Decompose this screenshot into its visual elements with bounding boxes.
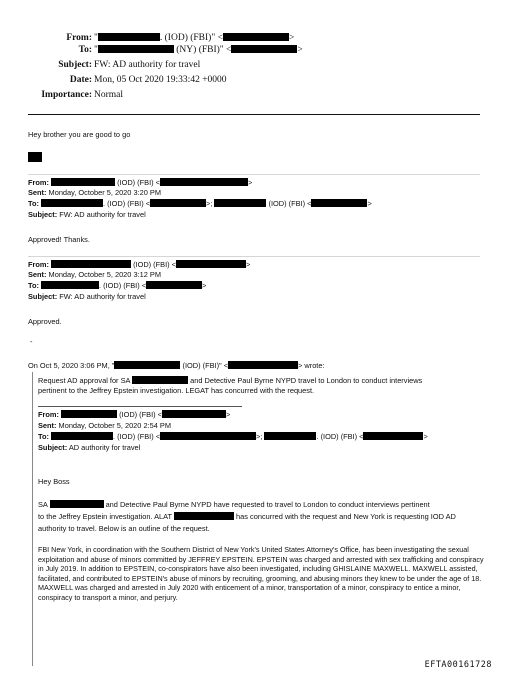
header-divider	[28, 114, 480, 115]
redaction	[228, 361, 298, 369]
msg3-from: From: (IOD) (FBI) < >	[38, 410, 231, 419]
redaction	[223, 33, 289, 41]
msg3-to: To: . (IOD) (FBI) < >; . (IOD) (FBI) < >	[38, 432, 428, 441]
redaction	[98, 45, 174, 53]
separator	[28, 174, 480, 175]
redaction	[231, 45, 297, 53]
importance-value: Normal	[94, 90, 124, 100]
to-value: " (NY) (FBI)" < >	[94, 45, 303, 55]
redaction	[214, 199, 266, 207]
redaction	[160, 178, 248, 186]
request-line1: Request AD approval for SA and Detective Paul Byrne NYPD travel to London to conduct interviews	[38, 376, 423, 385]
separator	[28, 256, 480, 257]
msg2-from: From: (IOD) (FBI) < >	[28, 260, 251, 269]
msg2-to: To: . (IOD) (FBI) < >	[28, 281, 207, 290]
msg3-p1-line3: authority to travel. Below is an outline of the request.	[38, 524, 210, 533]
msg1-from: From: (IOD) (FBI) < >	[28, 178, 253, 187]
to-label: To:	[78, 45, 92, 55]
greeting-text: Hey brother you are good to go	[28, 130, 131, 139]
bates-number: EFTA00161728	[424, 660, 492, 670]
msg3-sent: Sent: Monday, October 5, 2020 2:54 PM	[38, 421, 171, 430]
request-line2: pertinent to the Jeffrey Epstein investigation. LEGAT has concurred with the request.	[38, 386, 315, 395]
dash-text: -	[30, 337, 33, 346]
redaction	[264, 432, 316, 440]
redaction	[132, 376, 188, 384]
redaction	[311, 199, 367, 207]
date-label: Date:	[69, 75, 92, 85]
from-value: " . (IOD) (FBI)" < >	[94, 33, 295, 43]
redaction	[98, 33, 160, 41]
msg1-to: To: . (IOD) (FBI) < >; (IOD) (FBI) < >	[28, 199, 372, 208]
redaction	[160, 432, 256, 440]
separator	[38, 406, 242, 407]
msg3-subject: Subject: AD authority for travel	[38, 443, 141, 452]
redaction	[162, 410, 226, 418]
redaction	[41, 199, 103, 207]
msg2-sent: Sent: Monday, October 5, 2020 3:12 PM	[28, 270, 161, 279]
redaction	[41, 281, 99, 289]
redaction	[363, 432, 423, 440]
redaction	[51, 178, 115, 186]
redaction	[51, 432, 113, 440]
redaction	[51, 260, 131, 268]
redaction	[50, 500, 104, 508]
subject-label: Subject:	[58, 60, 92, 70]
importance-label: Importance:	[41, 90, 92, 100]
msg1-sent: Sent: Monday, October 5, 2020 3:20 PM	[28, 188, 161, 197]
msg1-body: Approved! Thanks.	[28, 235, 90, 244]
redaction	[176, 260, 246, 268]
msg3-p1-line1: SA and Detective Paul Byrne NYPD have requested to travel to London to conduct interviews pertinent	[38, 500, 430, 509]
msg1-subject: Subject: FW: AD authority for travel	[28, 210, 146, 219]
quote-intro: On Oct 5, 2020 3:06 PM, " (IOD) (FBI)" < > wrote:	[28, 361, 325, 370]
date-value: Mon, 05 Oct 2020 19:33:42 +0000	[94, 75, 227, 85]
msg3-paragraph: FBI New York, in coordination with the Southern District of New York's United States Attorney's Office, has been investigating the sexual exploitation and abuse of minors committed by JEFFREY EPSTEIN. EPSTEIN was charged and arrested with sex trafficking and conspiracy in July 2019. In addition to EPSTEIN, co-conspirators have also been investigated, including GHISLAINE MAXWELL. MAXWELL assisted, facilitated, and contributed to EPSTEIN's abuse of minors by recruiting, grooming, and abusing minors they knew to be under the age of 18. MAXWELL was charged and arrested in July 2020 with enticement of a minor, transportation of a minor, conspiracy to entice a minor, conspiracy to transport a minor, and perjury.	[38, 545, 484, 602]
redaction	[28, 152, 42, 162]
redaction	[114, 361, 180, 369]
msg3-greeting: Hey Boss	[38, 477, 70, 486]
quote-bar	[32, 372, 33, 666]
from-label: From:	[66, 33, 92, 43]
subject-value: FW: AD authority for travel	[94, 60, 201, 70]
msg2-subject: Subject: FW: AD authority for travel	[28, 292, 146, 301]
redaction	[150, 199, 206, 207]
redaction	[146, 281, 202, 289]
msg2-body: Approved.	[28, 317, 62, 326]
redaction	[61, 410, 117, 418]
msg3-p1-line2: to the Jeffrey Epstein investigation. ALAT has concurred with the request and New York is requesting IOD AD	[38, 512, 456, 521]
redaction	[174, 512, 234, 520]
